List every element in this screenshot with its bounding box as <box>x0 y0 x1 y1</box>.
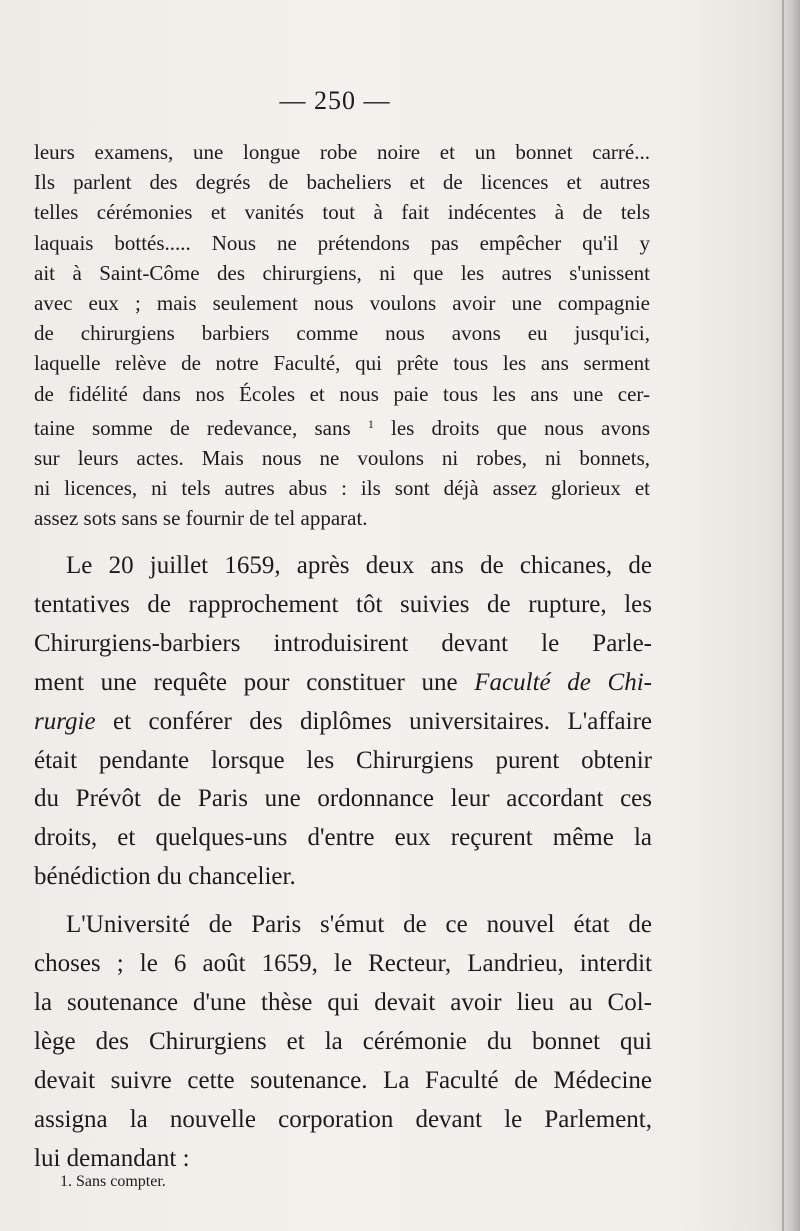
body-line: lège des Chirurgiens et la cérémonie du bonnet qui <box>34 1027 652 1055</box>
quote-line: Ils parlent des degrés de bacheliers et de licences et autres <box>34 170 650 195</box>
body-line: du Prévôt de Paris une ordonnance leur accordant ces <box>34 785 652 813</box>
quote-line-start: taine somme de redevance, sans <box>34 415 351 440</box>
body-line: devait suivre cette soutenance. La Faculté de Médecine <box>34 1066 652 1094</box>
body-line <box>34 906 652 945</box>
body-line-text: ment une requête pour constituer une <box>34 668 458 696</box>
body-line: la soutenance d'une thèse qui devait avoir lieu au Col- <box>34 988 652 1016</box>
body-line <box>34 664 652 703</box>
body-line: bénédiction du chancelier. <box>34 863 296 891</box>
quote-line: ni licences, ni tels autres abus : ils sont déjà assez glorieux et <box>34 476 650 501</box>
body-line <box>34 547 652 586</box>
footnote-marker: 1 <box>367 416 374 431</box>
body-line-text: Le 20 juillet 1659, après deux ans de chicanes, de <box>66 552 652 579</box>
quote-line-end: les droits que nous avons <box>391 415 650 440</box>
quote-line: ait à Saint-Côme des chirurgiens, ni que les autres s'unissent <box>34 260 650 285</box>
body-line: choses ; le 6 août 1659, le Recteur, Landrieu, interdit <box>34 950 652 978</box>
body-line-text: L'Université de Paris s'émut de ce nouvel état de <box>66 911 652 939</box>
body-line: lui demandant : <box>34 1144 190 1172</box>
italic-title-part: Faculté de Chi- <box>474 668 653 696</box>
body-line: assigna la nouvelle corporation devant le Parlement, <box>34 1105 652 1133</box>
quote-line: de chirurgiens barbiers comme nous avons eu jusqu'ici, <box>34 321 650 346</box>
paragraph-1 <box>34 547 652 897</box>
body-line: tentatives de rapprochement tôt suivies de rupture, les <box>34 590 652 618</box>
body-line: était pendante lorsque les Chirurgiens purent obtenir <box>34 746 652 774</box>
footnote: 1. Sans compter. <box>60 1173 166 1190</box>
quote-line: laquelle relève de notre Faculté, qui prête tous les ans serment <box>34 351 650 376</box>
quote-line: telles cérémonies et vanités tout à fait indécentes à de tels <box>34 200 650 225</box>
quote-line-with-footnote <box>34 409 650 443</box>
italic-title-part: rurgie <box>34 707 96 735</box>
page-number: — 250 — <box>279 86 391 115</box>
page-edge-line <box>782 0 784 1231</box>
quote-line: laquais bottés..... Nous ne prétendons pas empêcher qu'il y <box>34 230 650 255</box>
quote-line: assez sots sans se fournir de tel apparat. <box>34 506 368 531</box>
quote-line: de fidélité dans nos Écoles et nous paie tous les ans une cer- <box>34 381 650 406</box>
body-line: droits, et quelques-uns d'entre eux reçurent même la <box>34 824 652 852</box>
quote-line: sur leurs actes. Mais nous ne voulons ni robes, ni bonnets, <box>34 446 650 471</box>
quote-line: avec eux ; mais seulement nous voulons avoir une compagnie <box>34 291 650 316</box>
body-line <box>34 703 652 742</box>
quote-line: leurs examens, une longue robe noire et un bonnet carré... <box>34 140 650 164</box>
block-quote <box>34 137 650 534</box>
body-line-text: et conférer des diplômes universitaires. L'affaire <box>113 707 653 735</box>
body-text <box>34 547 652 1179</box>
paragraph-2 <box>34 906 652 1178</box>
body-line: Chirurgiens-barbiers introduisirent devant le Parle- <box>34 629 652 657</box>
